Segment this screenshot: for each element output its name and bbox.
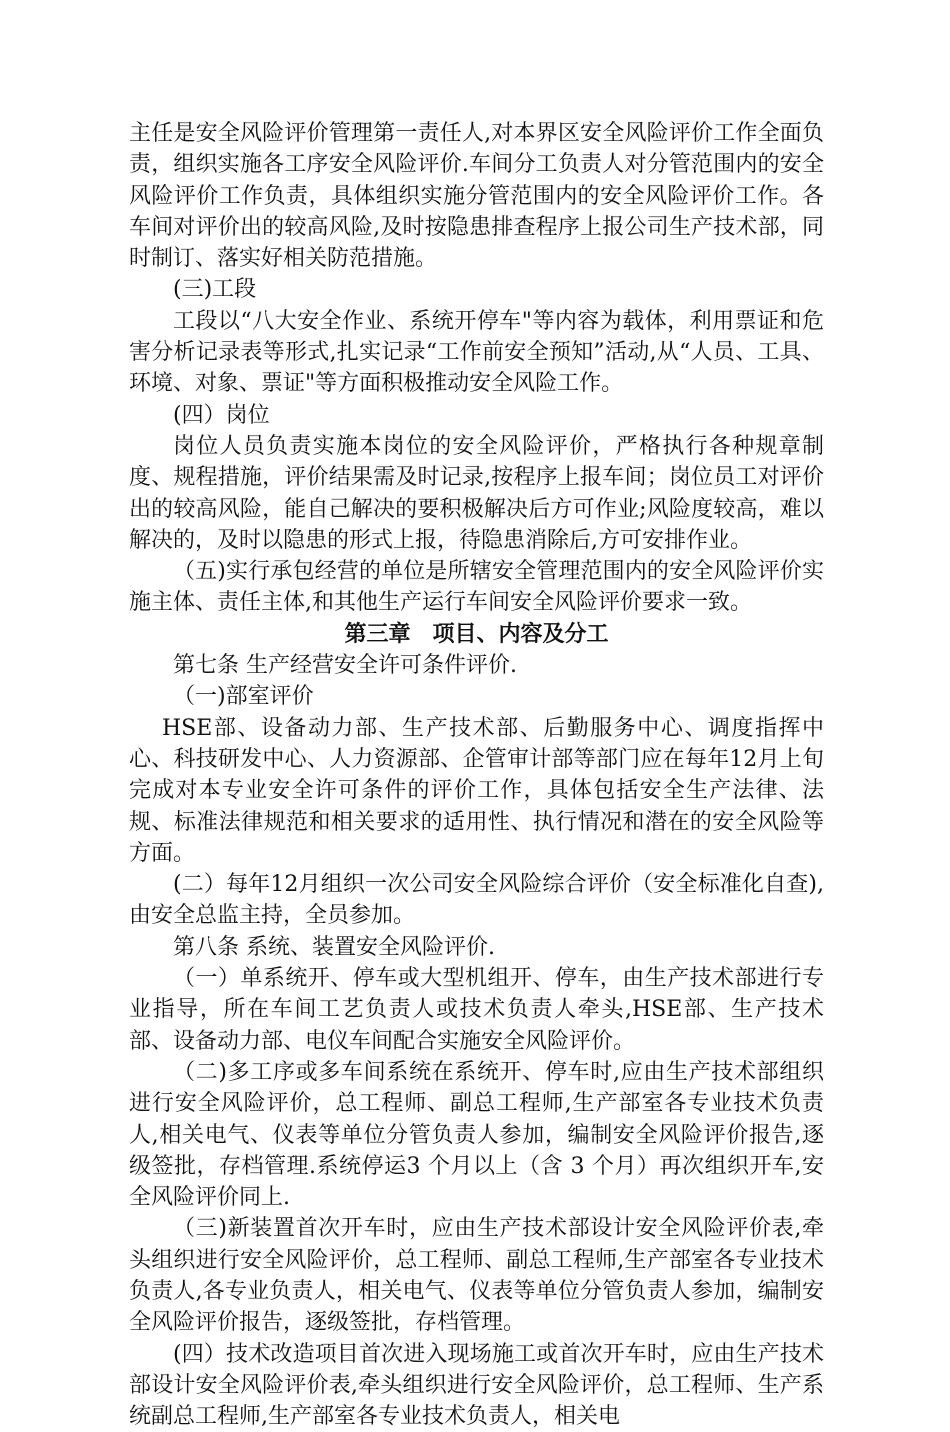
paragraph-department-evaluation: HSE部、设备动力部、生产技术部、后勤服务中心、调度指挥中心、科技研发中心、人力资源部、企管审计部等部门应在每年12月上旬完成对本专业安全许可条件的评价工作，具体包括安全生产法律、法规、标准法律规范和相关要求的适用性、执行情况和潜在的安全风险等方面。 (129, 715, 824, 866)
paragraph-team-duty: 工段以“八大安全作业、系统开停车"等内容为载体，利用票证和危害分析记录表等形式,扎实记录“工作前安全预知”活动,从“人员、工具、环境、对象、票证"等方面积极推动安全风险工作。 (129, 308, 824, 397)
heading-department-evaluation: （一)部室评价 (173, 684, 314, 710)
heading-section-4-post: (四）岗位 (173, 402, 270, 428)
heading-section-3-team: (三)工段 (173, 277, 257, 303)
article-7-title: 第七条 生产经营安全许可条件评价. (173, 653, 517, 679)
paragraph-annual-comprehensive-evaluation: (二）每年12月组织一次公司安全风险综合评价（安全标准化自查),由安全总监主持，全员参加。 (129, 872, 824, 929)
paragraph-section-5-contract-units: （五)实行承包经营的单位是所辖安全管理范围内的安全风险评价实施主体、责任主体,和其他生产运行车间安全风险评价要求一致。 (129, 559, 824, 616)
chapter-3-title: 第三章 项目、内容及分工 (344, 621, 609, 647)
paragraph-new-unit-startup: （三)新装置首次开车时，应由生产技术部设计安全风险评价表,牵头组织进行安全风险评价，总工程师、副总工程师,生产部室各专业技术负责人,各专业负责人，相关电气、仪表等单位分管负责人参加，编制安全风险评价报告，逐级签批，存档管理。 (129, 1216, 824, 1336)
article-8-title: 第八条 系统、装置安全风险评价. (173, 934, 495, 960)
paragraph-workshop-director-duty: 主任是安全风险评价管理第一责任人,对本界区安全风险评价工作全面负责，组织实施各工序安全风险评价.车间分工负责人对分管范围内的安全风险评价工作负责，具体组织实施分管范围内的安全风险评价工作。各车间对评价出的较高风险,及时按隐患排查程序上报公司生产技术部，同时制订、落实好相关防范措施。 (129, 121, 824, 272)
document-page (129, 118, 824, 1432)
paragraph-single-system-startup: （一）单系统开、停车或大型机组开、停车，由生产技术部进行专业指导，所在车间工艺负责人或技术负责人牵头,HSE部、生产技术部、设备动力部、电仪车间配合实施安全风险评价。 (129, 966, 824, 1054)
paragraph-multi-process-startup: （二)多工序或多车间系统在系统开、停车时,应由生产技术部组织进行安全风险评价，总工程师、副总工程师,生产部室各专业技术负责人,相关电气、仪表等单位分管负责人参加，编制安全风险评价报告,逐级签批，存档管理.系统停运3 个月以上（含 3 个月）再次组织开车,安全风险评价同上. (129, 1059, 824, 1211)
paragraph-tech-renovation: (四）技术改造项目首次进入现场施工或首次开车时，应由生产技术部设计安全风险评价表,牵头组织进行安全风险评价，总工程师、生产系统副总工程师,生产部室各专业技术负责人，相关电 (129, 1341, 824, 1430)
paragraph-post-duty: 岗位人员负责实施本岗位的安全风险评价，严格执行各种规章制度、规程措施，评价结果需及时记录,按程序上报车间；岗位员工对评价出的较高风险，能自己解决的要积极解决后方可作业;风险度较高，难以解决的，及时以隐患的形式上报，待隐患消除后,方可安排作业。 (129, 433, 824, 553)
